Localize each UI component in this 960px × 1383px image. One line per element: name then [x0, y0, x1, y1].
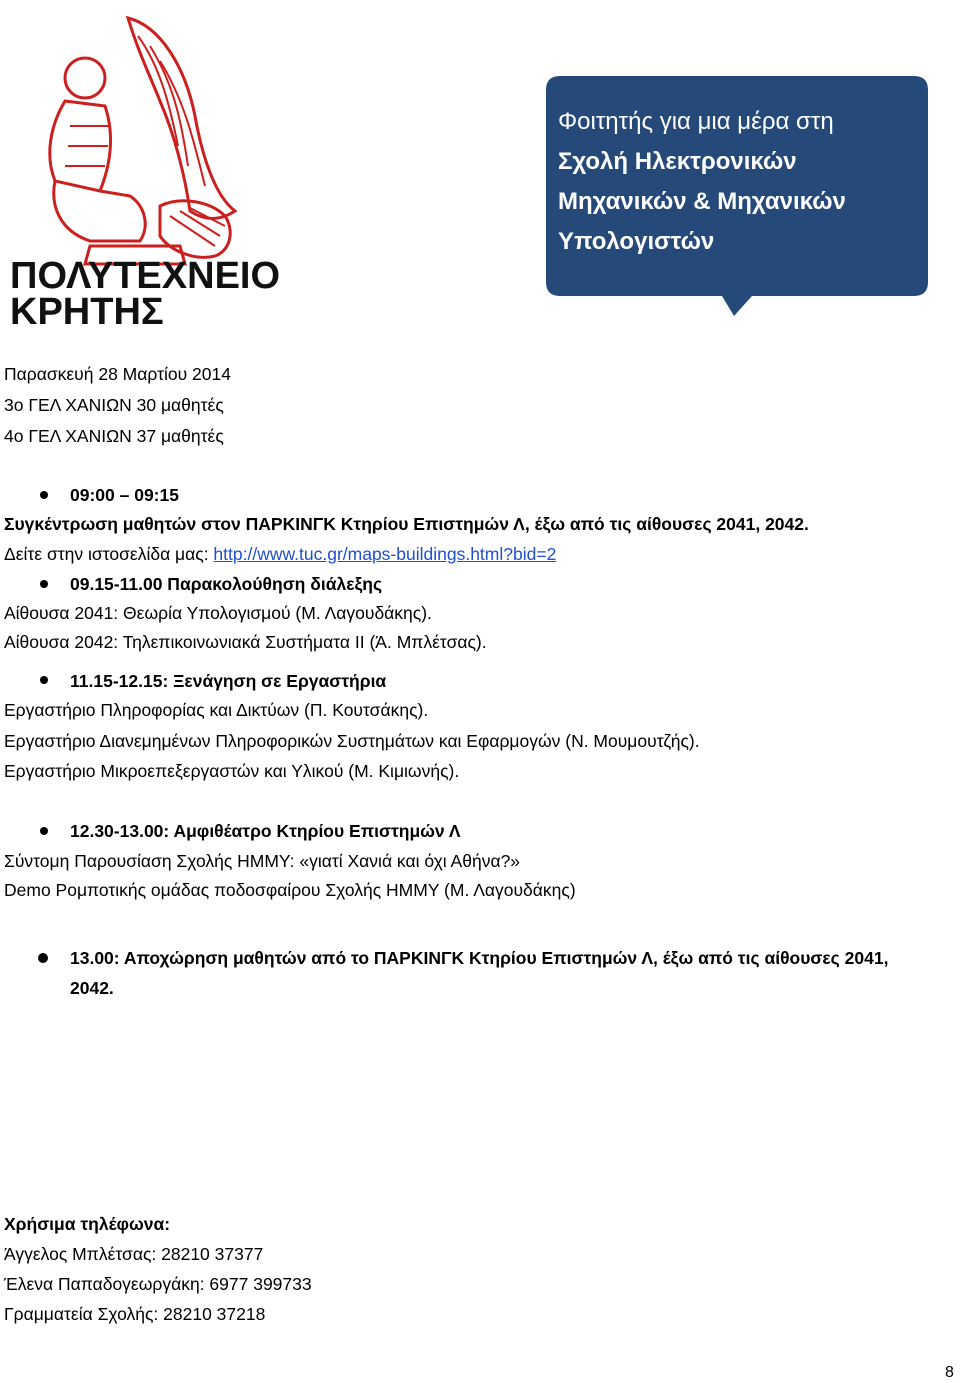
item4-line2: Demo Ρομποτικής ομάδας ποδοσφαίρου Σχολής ΗΜΜΥ (Μ. Λαγουδάκης) — [4, 880, 576, 900]
maps-link[interactable]: http://www.tuc.gr/maps-buildings.html?bid=2 — [213, 544, 557, 564]
page-number: 8 — [945, 1364, 954, 1381]
bullet-icon — [40, 491, 48, 499]
item1-text: Συγκέντρωση μαθητών στον ΠΑΡΚΙΝΓΚ Κτηρίου Επιστημών Λ, έξω από τις αίθουσες 2041, 2042. — [4, 514, 809, 534]
item1-link-prefix: Δείτε στην ιστοσελίδα μας: — [4, 544, 214, 564]
phone-3: Γραμματεία Σχολής: 28210 37218 — [4, 1304, 266, 1324]
logo-text-line2: ΚΡΗΤΗΣ — [10, 291, 164, 333]
item1-time: 09:00 – 09:15 — [70, 485, 179, 505]
item2-line1: Αίθουσα 2041: Θεωρία Υπολογισμού (Μ. Λαγουδάκης). — [4, 603, 432, 623]
school-2: 4ο ΓΕΛ ΧΑΝΙΩΝ 37 μαθητές — [4, 426, 224, 446]
banner-line-2: Σχολή Ηλεκτρονικών — [558, 148, 797, 175]
item3-line2: Εργαστήριο Διανεμημένων Πληροφορικών Συστημάτων και Εφαρμογών (Ν. Μουμουτζής). — [4, 731, 700, 751]
event-date: Παρασκευή 28 Μαρτίου 2014 — [4, 364, 231, 384]
phones-heading: Χρήσιμα τηλέφωνα: — [4, 1214, 171, 1234]
phone-1: Άγγελος Μπλέτσας: 28210 37377 — [4, 1244, 264, 1264]
banner-text — [558, 102, 918, 262]
bullet-icon — [40, 676, 48, 684]
item2-title: 09.15-11.00 Παρακολούθηση διάλεξης — [70, 574, 383, 594]
item4-title: 12.30-13.00: Αμφιθέατρο Κτηρίου Επιστημών Λ — [70, 821, 461, 841]
item4-line1: Σύντομη Παρουσίαση Σχολής ΗΜΜΥ: «γιατί Χανιά και όχι Αθήνα?» — [4, 851, 521, 871]
logo-text-line1: ΠΟΛΥΤΕΧΝΕΙΟ — [10, 255, 281, 297]
item2-line2: Αίθουσα 2042: Τηλεπικοινωνιακά Συστήματα ΙΙ (Ά. Μπλέτσας). — [4, 632, 487, 652]
item3-title: 11.15-12.15: Ξενάγηση σε Εργαστήρια — [70, 671, 387, 691]
bullet-icon — [40, 580, 48, 588]
item5-title-line2: 2042. — [70, 978, 114, 998]
item5-title-line1: 13.00: Αποχώρηση μαθητών από το ΠΑΡΚΙΝΓΚ Κτηρίου Επιστημών Λ, έξω από τις αίθουσες 2041, — [70, 948, 889, 968]
bullet-icon — [40, 827, 48, 835]
item1-link-line — [4, 543, 556, 565]
banner-line-4: Υπολογιστών — [558, 228, 715, 255]
bullet-icon — [38, 953, 48, 963]
item3-line3: Εργαστήριο Μικροεπεξεργαστών και Υλικού (Μ. Κιμιωνής). — [4, 761, 460, 781]
item3-line1: Εργαστήριο Πληροφορίας και Δικτύων (Π. Κουτσάκης). — [4, 700, 429, 720]
phone-2: Έλενα Παπαδογεωργάκη: 6977 399733 — [4, 1274, 312, 1294]
banner-line-1: Φοιτητής για μια μέρα στη — [558, 108, 834, 135]
school-1: 3ο ΓΕΛ ΧΑΝΙΩΝ 30 μαθητές — [4, 395, 224, 415]
banner-line-3: Μηχανικών & Μηχανικών — [558, 188, 846, 215]
